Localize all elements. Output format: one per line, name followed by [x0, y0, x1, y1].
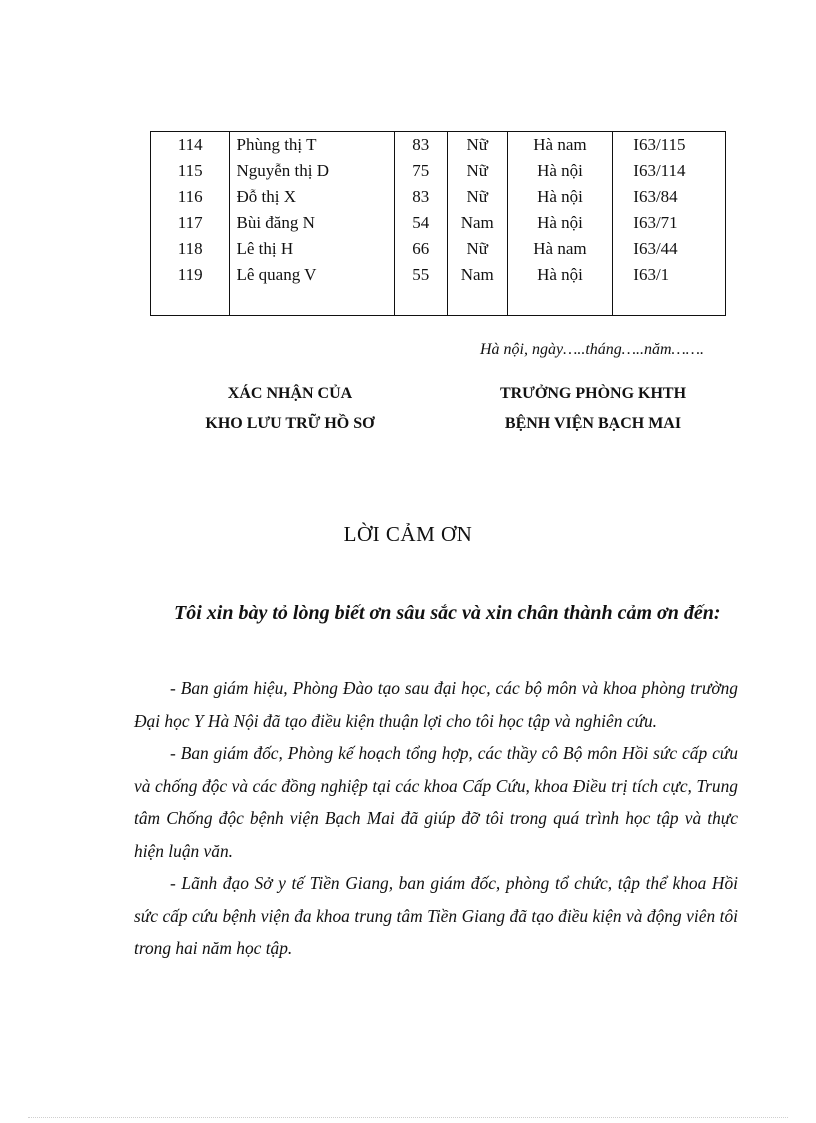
patient-sex: Nam	[447, 210, 507, 236]
signature-block-hospital	[478, 379, 708, 439]
patient-age: 83	[394, 184, 447, 210]
patient-age: 83	[394, 132, 447, 159]
patient-address: Hà nội	[507, 158, 613, 184]
table-row	[151, 262, 726, 288]
empty-cell	[447, 288, 507, 316]
acknowledgement-item: - Ban giám hiệu, Phòng Đào tạo sau đại học, các bộ môn và khoa phòng trường Đại học Y Hà Nội đã tạo điều kiện thuận lợi cho tôi học tập và nghiên cứu.	[134, 678, 738, 731]
empty-cell	[613, 288, 726, 316]
patient-name: Lê thị H	[230, 236, 394, 262]
patient-records-table	[150, 131, 726, 316]
patient-sex: Nữ	[447, 236, 507, 262]
patient-age: 54	[394, 210, 447, 236]
date-line: Hà nội, ngày…..tháng…..năm…….	[480, 341, 705, 358]
patient-sex: Nữ	[447, 132, 507, 159]
patient-sex: Nam	[447, 262, 507, 288]
record-number: 114	[151, 132, 230, 159]
table-row	[151, 236, 726, 262]
record-number: 115	[151, 158, 230, 184]
signature-title: XÁC NHẬN CỦA	[227, 385, 353, 402]
record-number: 118	[151, 236, 230, 262]
patient-address: Hà nam	[507, 132, 613, 159]
table-row	[151, 184, 726, 210]
empty-cell	[151, 288, 230, 316]
record-code: I63/1	[613, 262, 726, 288]
patient-age: 75	[394, 158, 447, 184]
acknowledgement-lead: Tôi xin bày tỏ lòng biết ơn sâu sắc và xin chân thành cảm ơn đến:	[174, 602, 721, 624]
acknowledgement-item: - Ban giám đốc, Phòng kế hoạch tổng hợp, các thầy cô Bộ môn Hồi sức cấp cứu và chống độc và các đồng nghiệp tại các khoa Cấp Cứu, khoa Điều trị tích cực, Trung tâm Chống độc bệnh viện Bạch Mai đã giúp đỡ tôi trong quá trình học tập và thực hiện luận văn.	[134, 743, 738, 861]
record-code: I63/44	[613, 236, 726, 262]
record-code: I63/115	[613, 132, 726, 159]
patient-address: Hà nam	[507, 236, 613, 262]
patient-name: Bùi đăng N	[230, 210, 394, 236]
patient-sex: Nữ	[447, 158, 507, 184]
record-code: I63/114	[613, 158, 726, 184]
table-empty-row	[151, 288, 726, 316]
empty-cell	[507, 288, 613, 316]
record-number: 116	[151, 184, 230, 210]
acknowledgement-title: LỜI CẢM ƠN	[343, 522, 473, 546]
patient-name: Lê quang V	[230, 262, 394, 288]
empty-cell	[230, 288, 394, 316]
patient-age: 55	[394, 262, 447, 288]
table-row	[151, 158, 726, 184]
page-separator	[28, 1117, 788, 1118]
patient-address: Hà nội	[507, 184, 613, 210]
patient-sex: Nữ	[447, 184, 507, 210]
patient-age: 66	[394, 236, 447, 262]
record-number: 119	[151, 262, 230, 288]
record-code: I63/71	[613, 210, 726, 236]
signature-block-archive	[180, 379, 400, 439]
patient-name: Phùng thị T	[230, 132, 394, 159]
empty-cell	[394, 288, 447, 316]
signature-unit: BỆNH VIỆN BẠCH MAI	[504, 415, 682, 432]
record-code: I63/84	[613, 184, 726, 210]
table-row	[151, 132, 726, 159]
record-number: 117	[151, 210, 230, 236]
acknowledgement-list	[134, 672, 738, 965]
patient-name: Đỗ thị X	[230, 184, 394, 210]
signature-title: TRƯỞNG PHÒNG KHTH	[499, 385, 687, 402]
table-row	[151, 210, 726, 236]
patient-name: Nguyễn thị D	[230, 158, 394, 184]
patient-address: Hà nội	[507, 262, 613, 288]
patient-address: Hà nội	[507, 210, 613, 236]
acknowledgement-item: - Lãnh đạo Sở y tế Tiền Giang, ban giám đốc, phòng tổ chức, tập thể khoa Hồi sức cấp cứu bệnh viện đa khoa trung tâm Tiền Giang đã tạo điều kiện và động viên tôi trong hai năm học tập.	[134, 873, 738, 958]
signature-unit: KHO LƯU TRỮ HỒ SƠ	[205, 415, 375, 432]
